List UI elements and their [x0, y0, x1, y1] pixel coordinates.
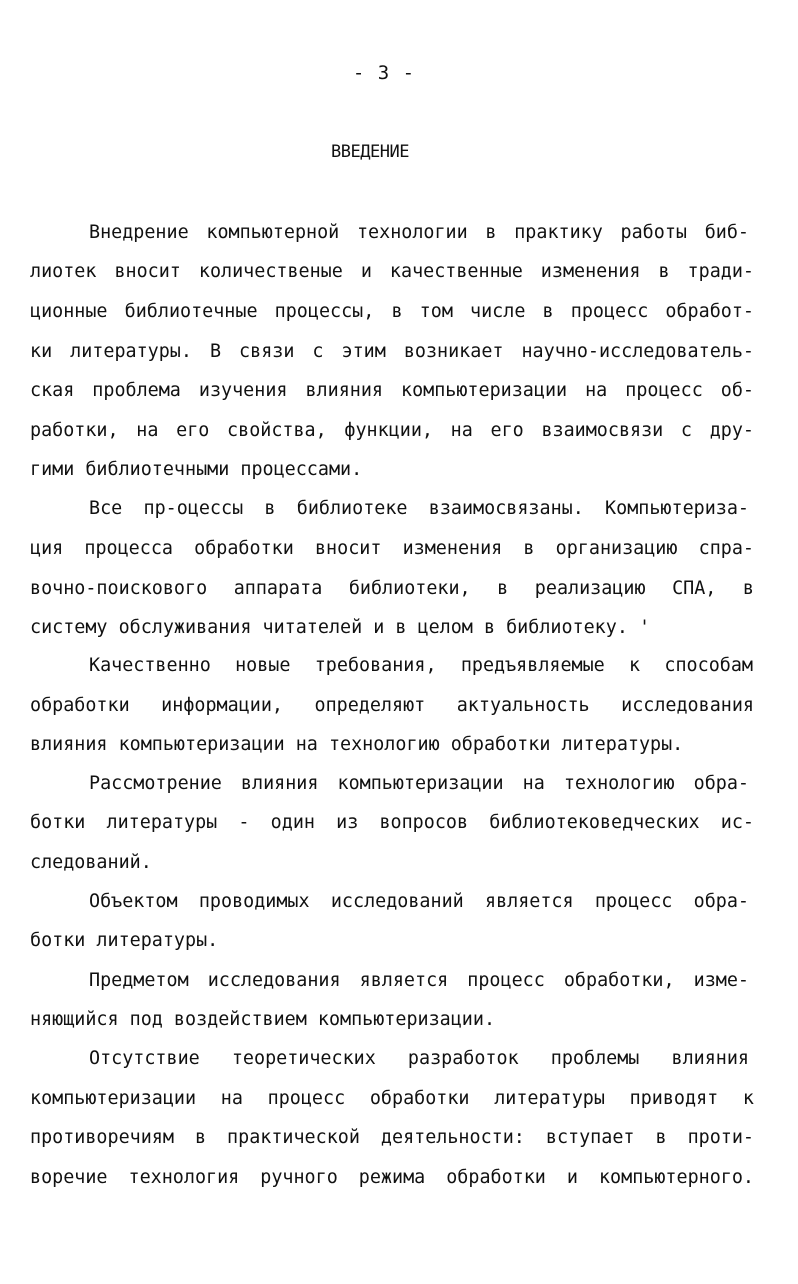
text-line: ция процесса обработки вносит изменения в организацию спра-	[30, 538, 754, 559]
text-line: ки литературы. В связи с этим возникает научно-исследователь-	[30, 341, 754, 362]
text-line: Все пр-оцессы в библиотеке взаимосвязаны. Компьютериза-	[89, 498, 749, 519]
text-line: Предметом исследования является процесс обработки, изме-	[89, 970, 749, 991]
text-line: гими библиотечными процессами.	[30, 459, 363, 480]
text-line: противоречиям в практической деятельности: вступает в проти-	[30, 1127, 754, 1148]
text-line: систему обслуживания читателей и в целом в библиотеку. '	[30, 617, 651, 638]
text-line: Внедрение компьютерной технологии в практику работы биб-	[89, 222, 749, 243]
page-number: - 3 -	[352, 62, 416, 84]
text-line: Отсутствие теоретических разработок проблемы влияния	[89, 1048, 749, 1069]
text-line: няющийся под воздействием компьютеризации.	[30, 1009, 496, 1030]
text-line: ская проблема изучения влияния компьютеризации на процесс об-	[30, 380, 754, 401]
text-line: следований.	[30, 852, 152, 873]
text-line: работки, на его свойства, функции, на его взаимосвязи с дру-	[30, 420, 754, 441]
section-title: ВВЕДЕНИЕ	[331, 142, 409, 162]
text-line: компьютеризации на процесс обработки литературы приводят к	[30, 1088, 754, 1109]
text-line: Объектом проводимых исследований является процесс обра-	[89, 891, 749, 912]
text-line: вочно-поискового аппарата библиотеки, в реализацию СПА, в	[30, 578, 754, 599]
text-line: лиотек вносит количественые и качественные изменения в тради-	[30, 261, 754, 282]
text-line: воречие технология ручного режима обработки и компьютерного.	[30, 1167, 754, 1188]
text-line: ботки литературы.	[30, 930, 219, 951]
text-line: Качественно новые требования, предъявляемые к способам	[89, 655, 753, 676]
text-line: ционные библиотечные процессы, в том числе в процесс обработ-	[30, 301, 754, 322]
text-line: Рассмотрение влияния компьютеризации на технологию обра-	[89, 773, 749, 794]
text-line: обработки информации, определяют актуальность исследования	[30, 695, 754, 716]
text-line: влияния компьютеризации на технологию обработки литературы.	[30, 734, 684, 755]
text-line: ботки литературы - один из вопросов библиотековедческих ис-	[30, 812, 754, 833]
